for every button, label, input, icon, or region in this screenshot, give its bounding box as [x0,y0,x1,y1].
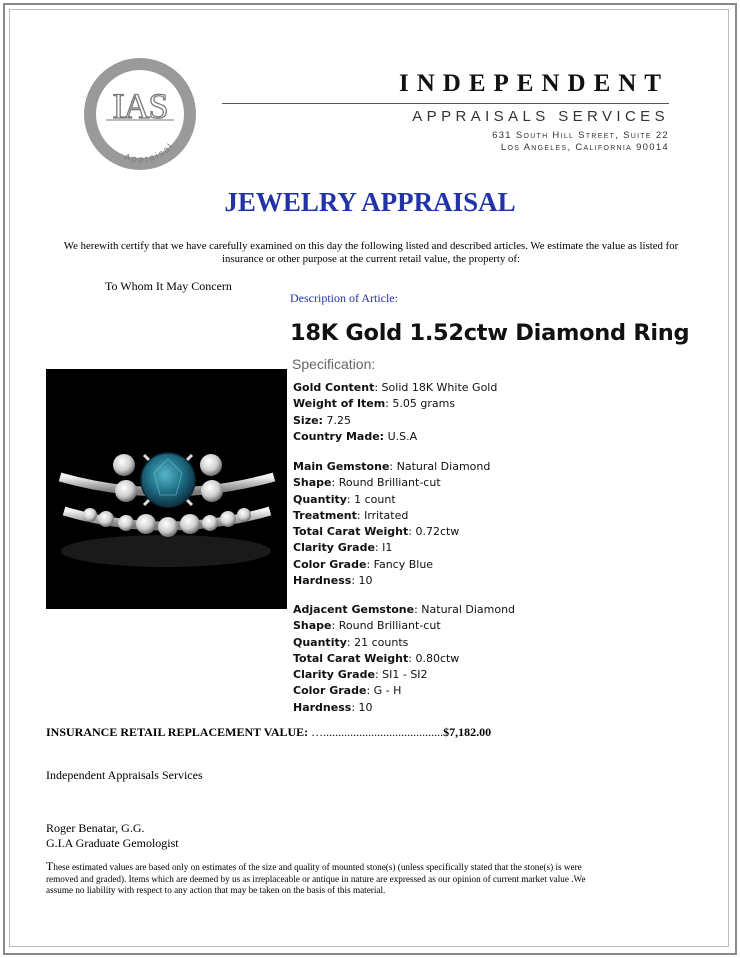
company-name: INDEPENDENT [399,70,669,97]
spec-row: Quantity: 1 count [293,492,396,506]
signature-block [46,821,179,851]
spec-row: Gold Content: Solid 18K White Gold [293,381,498,394]
owner-name: To Whom It May Concern [105,279,232,293]
insurance-value-line [46,725,491,740]
description-label: Description of Article: [290,291,398,305]
ring-illustration [46,369,287,609]
document-title: JEWELRY APPRAISAL [224,187,516,217]
spec-row: Size: 7.25 [293,413,351,427]
spec-adjacent-gemstone [293,602,515,716]
spec-row: Hardness: 10 [293,574,373,588]
spec-row: Shape: Round Brilliant-cut [293,619,441,633]
address-line-2: Los Angeles, California 90014 [500,142,669,153]
spec-row: Hardness: 10 [293,700,373,714]
insurance-value-label: INSURANCE RETAIL REPLACEMENT VALUE: [46,725,309,739]
disclaimer-initial: T [46,859,54,873]
spec-row: Total Carat Weight: 0.80ctw [293,651,460,665]
spec-row: Quantity: 21 counts [293,635,409,649]
spec-row: Shape: Round Brilliant-cut [293,476,441,490]
spec-row: Clarity Grade: I1 [293,541,393,555]
specification-label: Specification: [292,356,376,372]
spec-row: Adjacent Gemstone: Natural Diamond [293,603,516,616]
spec-main-gemstone [293,459,490,589]
disclaimer-text: hese estimated values are based only on estimates of the size and quality of mounted stone(s) (unless specifically stated that the stone(s) is were removed and graded). Items which are deemed by us as irreplaceable or antique in nature are expressed as our opinion of current market value .We assume no liability with respect to any action that may be taken on the basis of this material. [46,862,586,896]
certification-statement: We herewith certify that we have carefully examined on this day the following listed and described articles. We estimate the value as listed for insurance or other purpose at the current retail value, the property of: [63,240,679,265]
spec-row: Color Grade: G - H [293,684,402,698]
item-title: 18K Gold 1.52ctw Diamond Ring [290,320,690,346]
value-leader: …........................................ [311,725,444,739]
logo-arc-text: Appraisal [123,140,176,165]
ring-photo [46,369,287,609]
spec-row: Treatment: Irritated [293,508,409,522]
signer-name: Roger Benatar, G.G. [46,821,145,835]
insurance-value-amount: $7,182.00 [443,725,492,739]
header-rule [222,103,669,104]
spec-general [293,380,497,445]
ring-reflection [61,535,271,567]
address-line-1: 631 South Hill Street, Suite 22 [492,130,669,141]
issuer-company: Independent Appraisals Services [46,768,203,782]
center-blue-diamond [141,453,195,507]
spec-row: Country Made: U.S.A [293,429,418,443]
logo-monogram: IAS [112,86,168,126]
spec-row: Clarity Grade: SI1 - SI2 [293,668,428,682]
spec-row: Main Gemstone: Natural Diamond [293,460,491,473]
ias-logo [82,56,198,172]
company-subtitle: APPRAISALS SERVICES [412,108,669,125]
spec-row: Color Grade: Fancy Blue [293,557,434,571]
signer-title: G.I.A Graduate Gemologist [46,836,179,850]
disclaimer [46,861,606,897]
spec-row: Total Carat Weight: 0.72ctw [293,525,460,539]
spec-row: Weight of Item: 5.05 grams [293,397,456,411]
